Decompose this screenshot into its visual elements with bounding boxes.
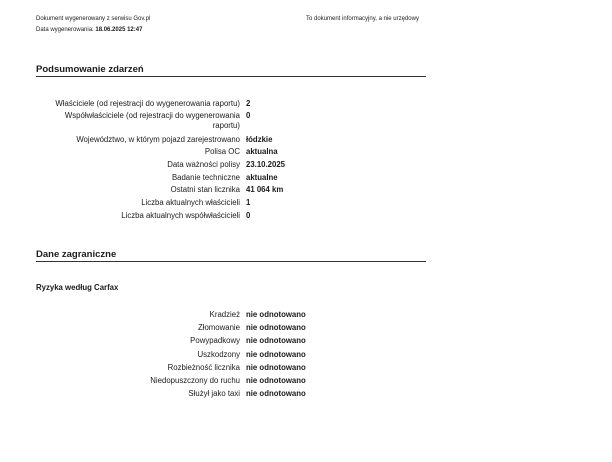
kv-row bbox=[36, 310, 306, 323]
source-line: Dokument wygenerowany z serwisu Gov.pl bbox=[36, 16, 151, 22]
foreign-divider bbox=[36, 261, 426, 262]
kv-label: Data ważności polisy bbox=[167, 159, 240, 169]
kv-label: Ostatni stan licznika bbox=[170, 185, 240, 195]
kv-label: Polisa OC bbox=[204, 147, 240, 156]
foreign-section-title: Dane zagraniczne bbox=[36, 249, 117, 260]
kv-label: Niedopuszczony do ruchu bbox=[150, 375, 240, 385]
generated-label: Data wygenerowania: bbox=[36, 27, 94, 33]
kv-value: 23.10.2025 bbox=[246, 159, 286, 169]
kv-label: Województwo, w którym pojazd zarejestrowano bbox=[76, 134, 240, 144]
kv-row bbox=[36, 336, 306, 349]
kv-value: nie odnotowano bbox=[246, 389, 306, 399]
summary-table bbox=[36, 99, 285, 224]
kv-row bbox=[36, 350, 306, 363]
kv-label: Badanie techniczne bbox=[171, 172, 240, 182]
kv-row bbox=[36, 323, 306, 336]
kv-value: nie odnotowano bbox=[246, 349, 306, 359]
kv-label: Rozbieżność licznika bbox=[167, 362, 240, 372]
carfax-risk-table bbox=[36, 310, 306, 402]
kv-label: Uszkodzony bbox=[197, 349, 240, 359]
kv-row bbox=[36, 135, 285, 148]
kv-value: nie odnotowano bbox=[246, 323, 306, 333]
kv-label: Liczba aktualnych właścicieli bbox=[141, 198, 240, 208]
kv-label: Liczba aktualnych współwłaścicieli bbox=[121, 210, 240, 220]
generated-value: 18.06.2025 12:47 bbox=[95, 27, 143, 33]
kv-row bbox=[36, 160, 285, 173]
kv-value: 0 bbox=[246, 210, 251, 220]
kv-value: 0 bbox=[246, 111, 251, 120]
kv-row bbox=[36, 173, 285, 186]
kv-row bbox=[36, 211, 285, 224]
generated-date bbox=[36, 25, 150, 36]
kv-value: 2 bbox=[246, 99, 251, 108]
kv-row bbox=[36, 376, 306, 389]
kv-row bbox=[36, 198, 285, 211]
kv-value: łódzkie bbox=[246, 134, 273, 144]
kv-value: aktualne bbox=[246, 172, 278, 182]
summary-section-title: Podsumowanie zdarzeń bbox=[36, 64, 144, 75]
kv-value: nie odnotowano bbox=[246, 362, 306, 372]
kv-value: nie odnotowano bbox=[246, 375, 306, 385]
kv-row bbox=[36, 111, 285, 135]
summary-divider bbox=[36, 76, 426, 77]
kv-row bbox=[36, 99, 285, 111]
kv-label: Kradzież bbox=[209, 310, 240, 319]
kv-row bbox=[36, 363, 306, 376]
carfax-subtitle: Ryzyka według Carfax bbox=[36, 283, 119, 292]
kv-value: nie odnotowano bbox=[246, 310, 306, 319]
document-meta bbox=[36, 14, 150, 36]
kv-row bbox=[36, 147, 285, 160]
kv-label: Współwłaściciele (od rejestracji do wygenerowania raportu) bbox=[64, 111, 240, 130]
kv-label: Powypadkowy bbox=[190, 336, 240, 346]
kv-label: Złomowanie bbox=[197, 323, 240, 333]
kv-value: aktualna bbox=[246, 147, 278, 156]
kv-row bbox=[36, 185, 285, 198]
kv-label: Służył jako taxi bbox=[188, 389, 240, 399]
kv-label: Właściciele (od rejestracji do wygenerowania raportu) bbox=[55, 99, 240, 108]
kv-value: nie odnotowano bbox=[246, 336, 306, 346]
kv-value: 1 bbox=[246, 198, 251, 208]
kv-value: 41 064 km bbox=[246, 185, 284, 195]
kv-row bbox=[36, 389, 306, 402]
disclaimer: To dokument informacyjny, a nie urzędowy bbox=[306, 16, 419, 22]
